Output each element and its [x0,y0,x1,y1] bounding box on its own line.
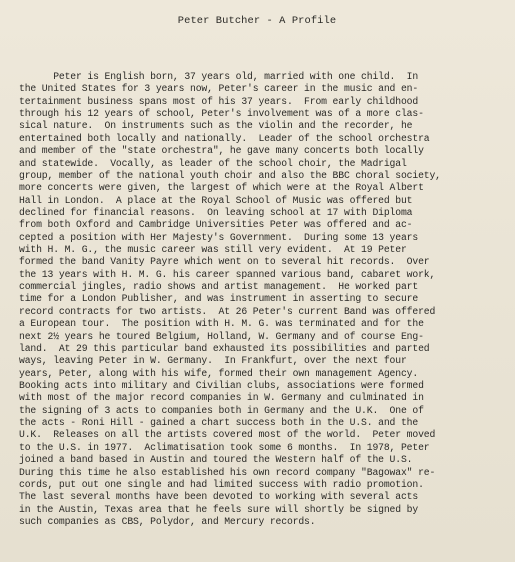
body-line: years, Peter, along with his wife, formed their own management Agency. [19,367,419,379]
body-line: cepted a position with Her Majesty's Government. During some 13 years [19,231,419,243]
body-line: The last several months have been devoted to working with several acts [19,491,419,503]
body-line: tertainment business spans most of his 37 years. From early childhood [19,95,419,107]
body-line: declined for financial reasons. On leaving school at 17 with Diploma [19,206,413,218]
body-line: group, member of the national youth choir and also the BBC choral society, [19,169,441,181]
body-line: land. At 29 this particular band exhausted its possibilities and parted [19,342,430,354]
document-title: Peter Butcher - A Profile [177,15,337,27]
body-line: formed the band Vanity Payre which went on to several hit records. Over [19,256,430,268]
body-line: Hall in London. A place at the Royal School of Music was offered but [19,194,413,206]
body-line: Booking acts into military and Civilian clubs, associations were formed [19,379,424,391]
body-line: U.K. Releases on all the artists covered most of the world. Peter moved [19,429,436,441]
body-line: time for a London Publisher, and was instrument in asserting to secure [19,293,419,305]
body-line: such companies as CBS, Polydor, and Mercury records. [19,515,316,527]
body-line: joined a band based in Austin and toured the Western half of the U.S. [19,454,413,466]
body-line: cords, put out one single and had limited success with radio promotion. [19,478,424,490]
body-line: and statewide. Vocally, as leader of the school choir, the Madrigal [19,157,407,169]
body-line: through his 12 years of school, Peter's involvement was of a more clas- [19,108,424,120]
body-line: entertained both locally and nationally. Leader of the school orchestra [19,132,430,144]
body-line: and member of the "state orchestra", he gave many concerts both locally [19,145,424,157]
body-line: a European tour. The position with H. M. G. was terminated and for the [19,318,424,330]
body-line: in the Austin, Texas area that he feels sure will shortly be signed by [19,503,419,515]
body-line: commercial jingles, radio shows and artist management. He worked part [19,281,419,293]
body-line: next 2½ years he toured Belgium, Holland, W. Germany and of course Eng- [19,330,424,342]
body-line: During this time he also established his own record company "Bagowax" re- [19,466,436,478]
body-line: more concerts were given, the largest of which were at the Royal Albert [19,182,424,194]
body-line: with most of the major record companies in W. Germany and culminated in [19,392,424,404]
body-line: the United States for 3 years now, Peter's career in the music and en- [19,83,419,95]
body-line: to the U.S. in 1977. Aclimatisation took some 6 months. In 1978, Peter [19,441,430,453]
body-line: the signing of 3 acts to companies both in Germany and the U.K. One of [19,404,424,416]
body-line: record contracts for two artists. At 26 Peter's current Band was offered [19,305,436,317]
body-line: the acts - Roni Hill - gained a chart success both in the U.S. and the [19,417,419,429]
body-line: from both Oxford and Cambridge Universities Peter was offered and ac- [19,219,413,231]
body-line: with H. M. G., the music career was still very evident. At 19 Peter [19,244,407,256]
body-line: ways, leaving Peter in W. Germany. In Frankfurt, over the next four [19,355,407,367]
profile-body [19,71,495,528]
body-line: the 13 years with H. M. G. his career spanned various band, cabaret work, [19,268,436,280]
body-line: Peter is English born, 37 years old, married with one child. In [19,71,419,82]
body-line: sical nature. On instruments such as the violin and the recorder, he [19,120,413,132]
